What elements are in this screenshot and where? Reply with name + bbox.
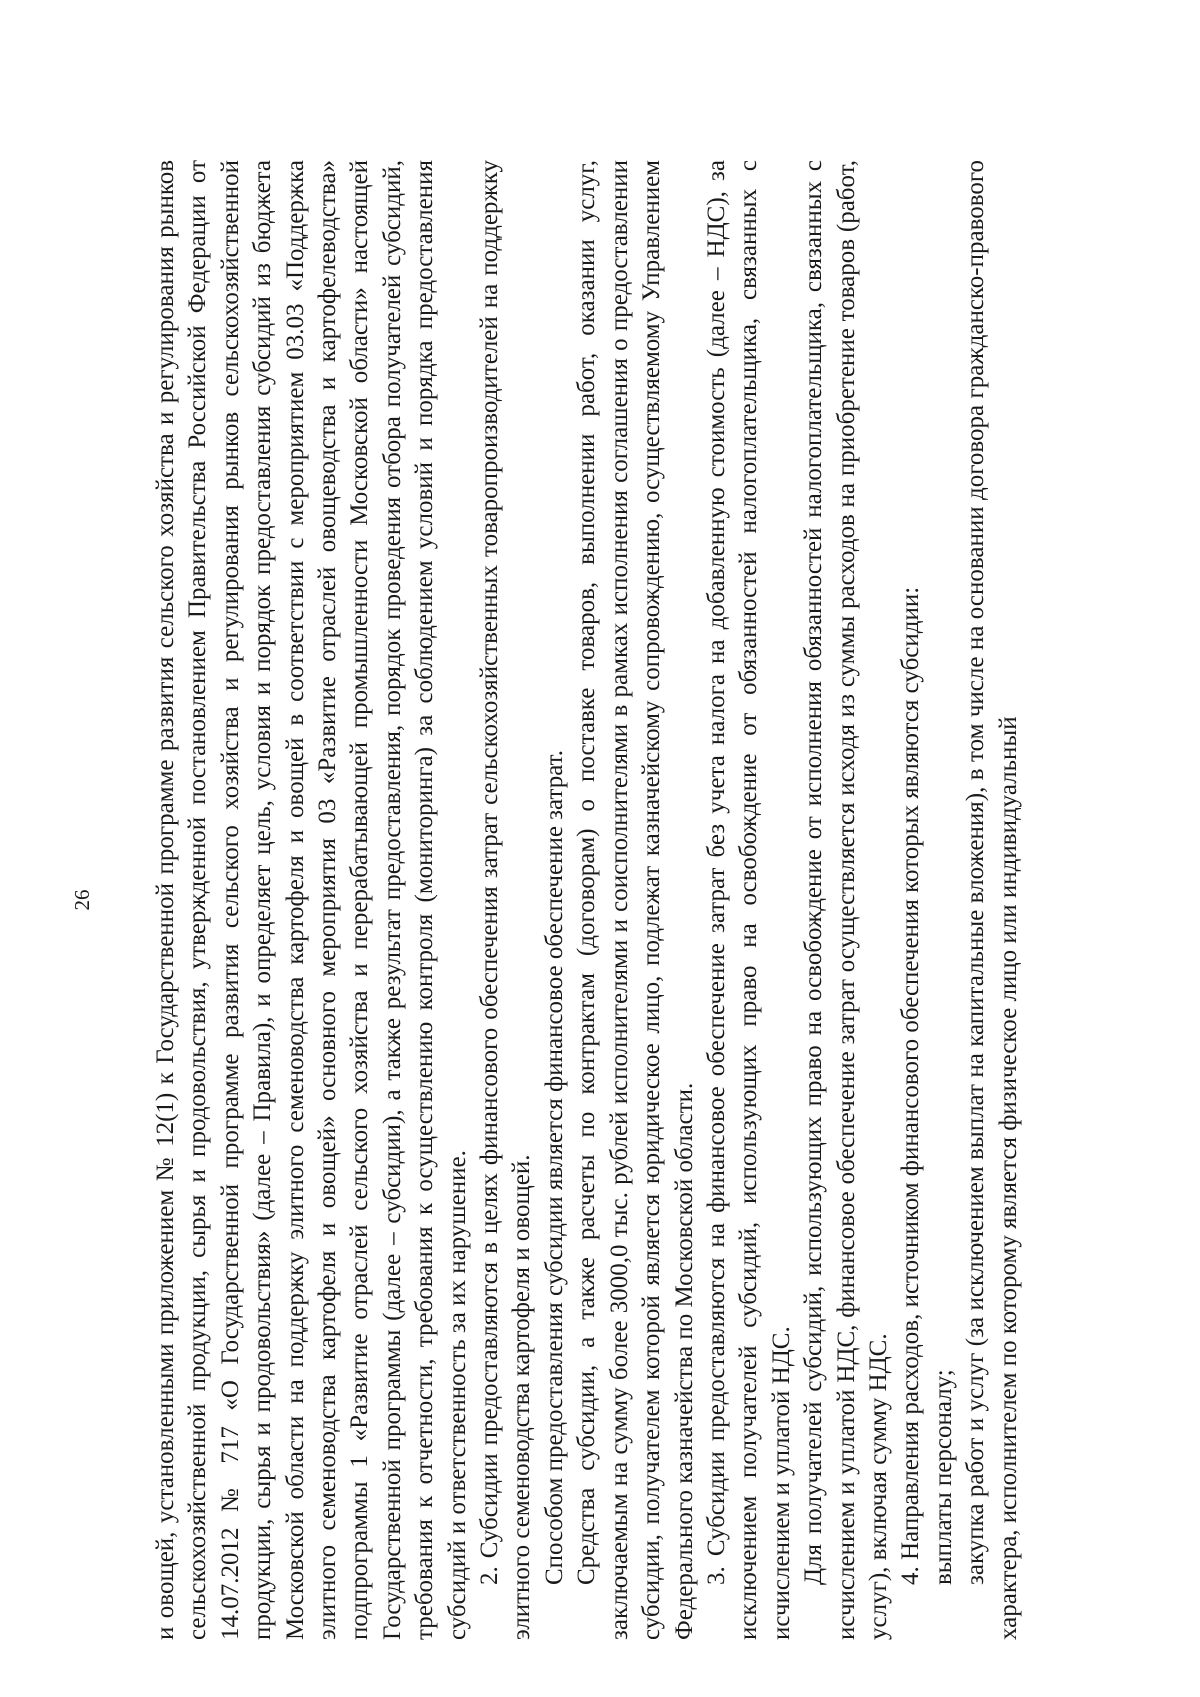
rotated-document-page (70, 160, 1030, 1640)
paragraph-1: и овощей, установленными приложением № 12(1) к Государственной программе развития сельского хозяйства и регулирования рынков сельскохозяйственной продукции, сырья и продовольствия, утвержденной постановлением Правительства Российской Федерации от 14.07.2012 № 717 «О Государственной программе развития сельского хозяйства и регулирования рынков сельскохозяйственной продукции, сырья и продовольствия» (далее – Правила), и определяет цель, условия и порядок предоставления субсидий из бюджета Московской области на поддержку элитного семеноводства картофеля и овощей в соответствии с мероприятием 03.03 «Поддержка элитного семеноводства картофеля и овощей» основного мероприятия 03 «Развитие отраслей овощеводства и картофелеводства» подпрограммы 1 «Развитие отраслей сельского хозяйства и перерабатывающей промышленности Московской области» настоящей Государственной программы (далее – субсидии), а также результат предоставления, порядок проведения отбора получателей субсидий, требования к отчетности, требования к осуществлению контроля (мониторинга) за соблюдением условий и порядка предоставления субсидий и ответственность за их нарушение. (152, 160, 471, 1640)
paragraph-9: закупка работ и услуг (за исключением выплат на капитальные вложения), в том числе на основании договора гражданско-правового характера, исполнителем по которому является физическое лицо или индивидуальный (962, 160, 1022, 1640)
paragraph-3: Способом предоставления субсидии является финансовое обеспечение затрат. (540, 750, 568, 1585)
paragraph-6: Для получателей субсидий, использующих право на освобождение от исполнения обязанностей налогоплательщика, связанных с исчислением и уплатой НДС, финансовое обеспечение затрат осуществляется исходя из суммы расходов на приобретение товаров (работ, услуг), включая сумму НДС. (800, 160, 892, 1640)
page-number: 26 (70, 889, 94, 911)
paragraph-5: 3. Субсидии предоставляются на финансовое обеспечение затрат без учета налога на добавленную стоимость (далее – НДС), за исключением получателей субсидий, использующих право на освобождение от обязанностей налогоплательщика, связанных с исчислением и уплатой НДС. (702, 160, 795, 1640)
paragraph-8: выплаты персоналу; (929, 1369, 957, 1585)
paragraph-2: 2. Субсидии предоставляются в целях финансового обеспечения затрат сельскохозяйственных товаропроизводителей на поддержку элитного семеноводства картофеля и овощей. (476, 160, 536, 1640)
document-body (150, 160, 1025, 1640)
paragraph-7: 4. Направления расходов, источником финансового обеспечения которых являются субсидии: (897, 586, 925, 1585)
paragraph-4: Средства субсидии, а также расчеты по контрактам (договорам) о поставке товаров, выполнении работ, оказании услуг, заключаемым на сумму более 3000,0 тыс. рублей исполнителями и соисполнителями в рамках исполнения соглашения о предоставлении субсидии, получателем которой является юридическое лицо, подлежат казначейскому сопровождению, осуществляемому Управлением Федерального казначейства по Московской области. (573, 160, 698, 1640)
